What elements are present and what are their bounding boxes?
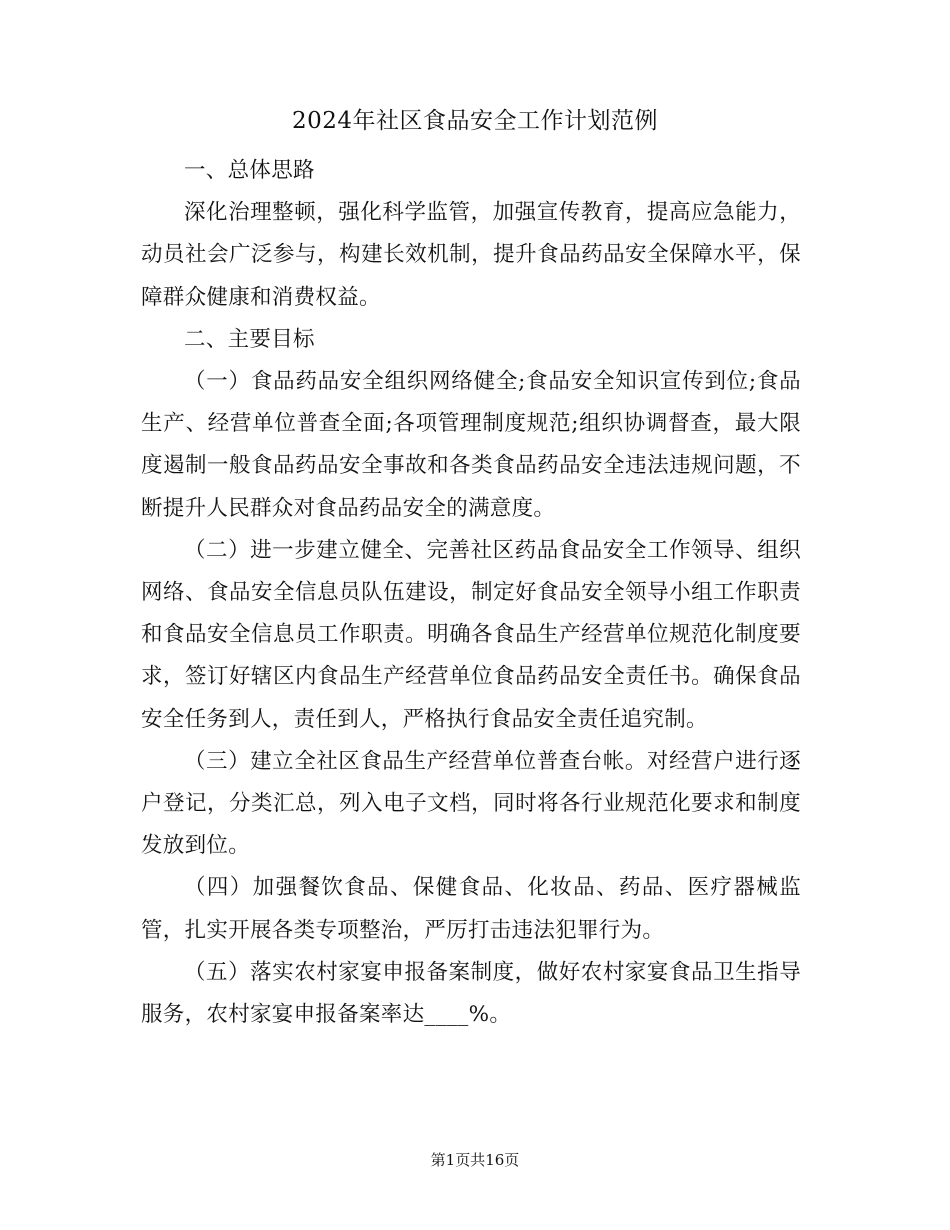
paragraph-goal-5: （五）落实农村家宴申报备案制度，做好农村家宴食品卫生指导服务，农村家宴申报备案率达____%。 — [141, 959, 801, 1028]
document-body — [141, 150, 801, 1036]
paragraph-goal-2: （二）进一步建立健全、完善社区药品食品安全工作领导、组织网络、食品安全信息员队伍建设，制定好食品安全领导小组工作职责和食品安全信息员工作职责。明确各食品生产经营单位规范化制度要求，签订好辖区内食品生产经营单位食品药品安全责任书。确保食品安全任务到人，责任到人，严格执行食品安全责任追究制。 — [141, 537, 801, 732]
section-heading-overall-approach: 一、总体思路 — [184, 158, 315, 183]
page-footer: 第1页共16页 — [430, 1151, 520, 1169]
document-title: 2024年社区食品安全工作计划范例 — [291, 108, 659, 134]
paragraph-goal-3: （三）建立全社区食品生产经营单位普查台帐。对经营户进行逐户登记，分类汇总，列入电子文档，同时将各行业规范化要求和制度发放到位。 — [141, 748, 801, 859]
section-heading-main-goals: 二、主要目标 — [184, 326, 315, 352]
paragraph-goal-1: （一）食品药品安全组织网络健全;食品安全知识宣传到位;食品生产、经营单位普查全面;各项管理制度规范;组织协调督查，最大限度遏制一般食品药品安全事故和各类食品药品安全违法违规问题，不断提升人民群众对食品药品安全的满意度。 — [141, 369, 801, 521]
paragraph-overall-approach: 深化治理整顿，强化科学监管，加强宣传教育，提高应急能力，动员社会广泛参与，构建长效机制，提升食品药品安全保障水平，保障群众健康和消费权益。 — [141, 200, 801, 310]
paragraph-goal-4: （四）加强餐饮食品、保健食品、化妆品、药品、医疗器械监管，扎实开展各类专项整治，严厉打击违法犯罪行为。 — [141, 875, 801, 943]
